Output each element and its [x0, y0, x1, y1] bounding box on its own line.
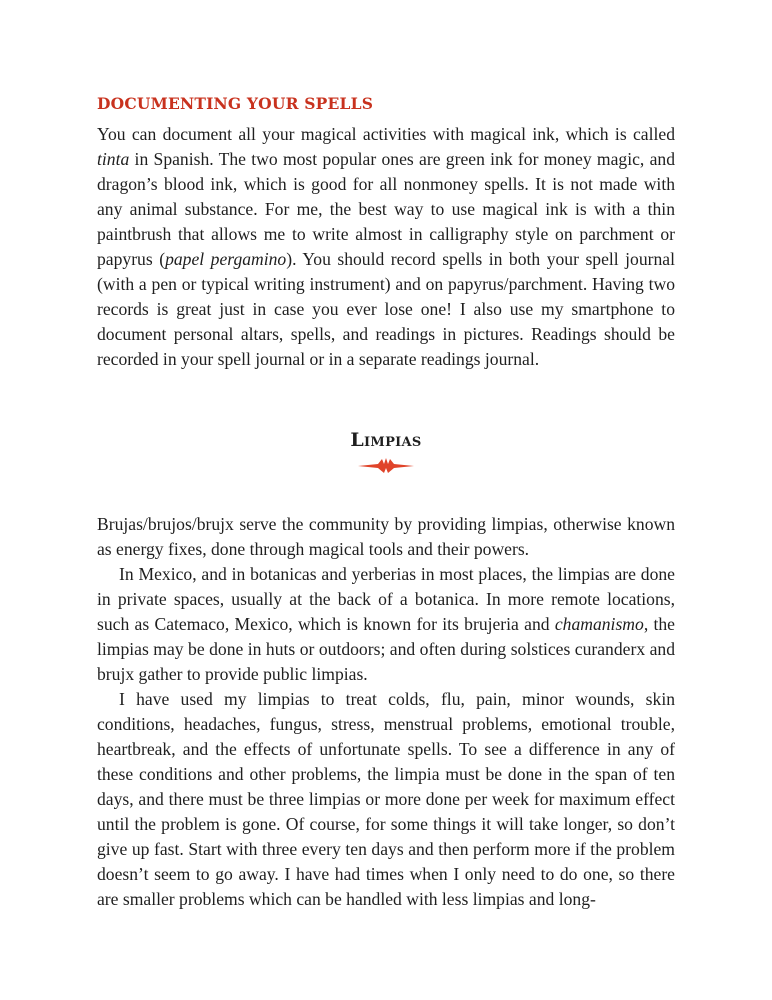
chapter-paragraph-2 [97, 562, 675, 687]
text-run: You can document all your magical activities with magical ink, which is called [97, 124, 675, 144]
chapter-paragraph-3 [97, 687, 675, 912]
italic-term: chamanismo [554, 614, 644, 634]
text-run: , the limpias may be done in huts or outdoors; and often during solstices curanderx and brujx gather to provide public limpias. [97, 614, 675, 684]
section-paragraph [97, 122, 675, 372]
ornament-flourish-icon [356, 458, 416, 474]
text-run: In Mexico, and in botanicas and yerberias in most places, the limpias are done in private spaces, usually at the back of a botanica. In more remote locations, such as Catemaco, Mexico, which is known for its brujeria and [97, 564, 675, 634]
chapter-heading: Limpias [350, 429, 422, 451]
text-run: I have used my limpias to treat colds, flu, pain, minor wounds, skin conditions, headaches, fungus, stress, menstrual problems, emotional trouble, heartbreak, and the effects of unfortunate spells. To see a difference in any of these conditions and other problems, the limpia must be done in the span of ten days, and there must be three limpias or more done per week for maximum effect until the problem is gone. Of course, for some things it will take longer, so don’t give up fast. Start with three every ten days and then perform more if the problem doesn’t seem to go away. I have had times when I only need to do one, so there are smaller problems which can be handled with less limpias and long- [97, 689, 675, 909]
text-run: Brujas/brujos/brujx serve the community by providing limpias, otherwise known as energy fixes, done through magical tools and their powers. [97, 514, 675, 559]
italic-term: tinta [97, 149, 130, 169]
italic-term: papel pergamino [165, 249, 287, 269]
text-run: in Spanish. The two most popular ones are green ink for money magic, and dragon’s blood ink, which is good for all nonmoney spells. It is not made with any animal substance. For me, the best way to use magical ink is with a thin paintbrush that allows me to write almost in calligraphy style on parchment or papyrus ( [97, 149, 675, 269]
page-body [97, 92, 675, 912]
ornament-flourish-shape [358, 458, 414, 473]
chapter-paragraph-1 [97, 512, 675, 562]
text-run: ). You should record spells in both your spell journal (with a pen or typical writing instrument) and on papyrus/parchment. Having two records is great just in case you ever lose one! I also use my smartphone to document personal altars, spells, and readings in pictures. Readings should be recorded in your spell journal or in a separate readings journal. [97, 249, 675, 369]
section-heading: DOCUMENTING YOUR SPELLS [97, 94, 374, 113]
